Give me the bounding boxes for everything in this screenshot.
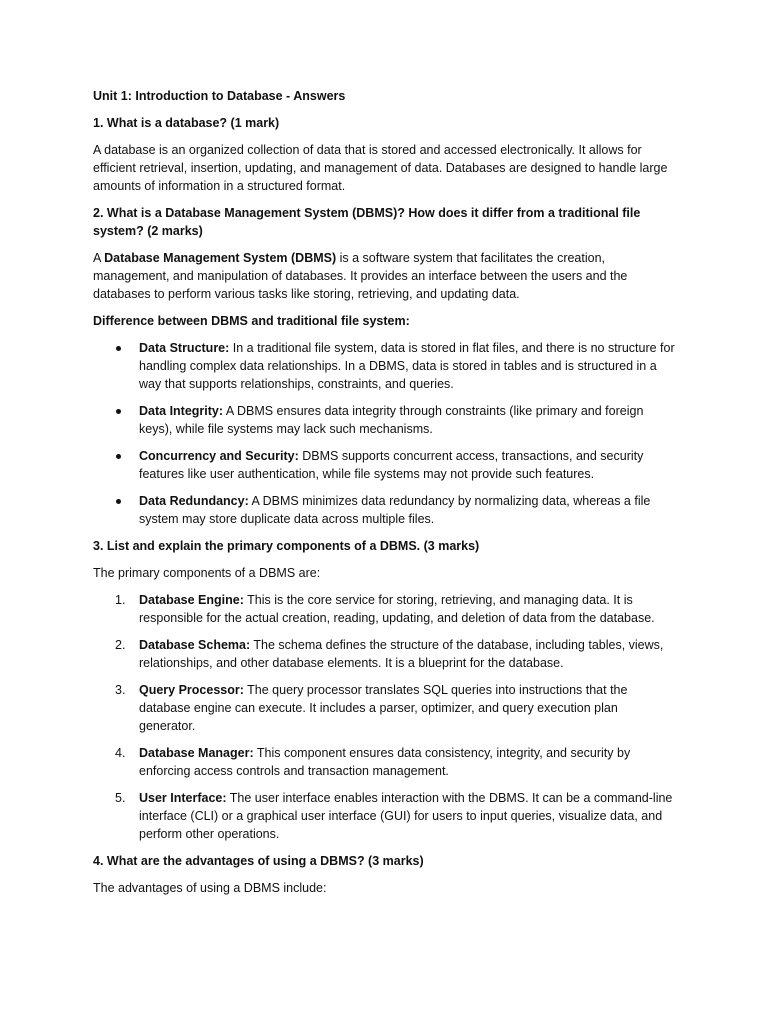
difference-item [93, 402, 675, 438]
difference-list [93, 339, 675, 528]
difference-item [93, 447, 675, 483]
difference-term: Data Integrity: [139, 404, 224, 418]
bullet-icon [116, 499, 121, 504]
component-text: This is the core service for storing, retrieving, and managing data. It is responsible for the actual creation, reading, updating, and deletion of data from the database. [139, 593, 655, 625]
component-item [93, 789, 675, 843]
component-item [93, 681, 675, 735]
question-4-intro: The advantages of using a DBMS include: [93, 881, 327, 895]
difference-item [93, 492, 675, 528]
component-term: Database Engine: [139, 593, 244, 607]
component-text: The query processor translates SQL queries into instructions that the database engine can execute. It includes a parser, optimizer, and query execution plan generator. [139, 683, 628, 733]
bullet-icon [116, 346, 121, 351]
question-1-heading: 1. What is a database? (1 mark) [93, 116, 280, 130]
item-number: 1. [115, 593, 126, 607]
question-4-heading: 4. What are the advantages of using a DBMS? (3 marks) [93, 854, 424, 868]
component-term: Database Schema: [139, 638, 251, 652]
difference-text: In a traditional file system, data is stored in flat files, and there is no structure for handling complex data relationships. In a DBMS, data is stored in tables and is structured in a way that supports relationships, constraints, and queries. [139, 341, 675, 391]
dbms-term: Database Management System (DBMS) [104, 251, 337, 265]
bullet-icon [116, 409, 121, 414]
difference-term: Concurrency and Security: [139, 449, 299, 463]
question-3-heading: 3. List and explain the primary components of a DBMS. (3 marks) [93, 539, 480, 553]
components-list [93, 591, 675, 843]
difference-text: A DBMS minimizes data redundancy by normalizing data, whereas a file system may store duplicate data across multiple files. [139, 494, 651, 526]
item-number: 4. [115, 746, 126, 760]
difference-term: Data Structure: [139, 341, 230, 355]
question-1-answer: A database is an organized collection of data that is stored and accessed electronically. It allows for efficient retrieval, insertion, updating, and management of data. Databases are designed to handle large amounts of information in a structured format. [93, 143, 668, 193]
document-title: Unit 1: Introduction to Database - Answers [93, 89, 346, 103]
difference-term: Data Redundancy: [139, 494, 249, 508]
answer-rest: is a software system that facilitates the creation, management, and manipulation of databases. It provides an interface between the users and the databases to perform various tasks like storing, retrieving, and updating data. [93, 251, 628, 301]
component-text: This component ensures data consistency, integrity, and security by enforcing access controls and transaction management. [139, 746, 631, 778]
bullet-icon [116, 454, 121, 459]
document-page [93, 87, 675, 906]
question-2-heading: 2. What is a Database Management System (DBMS)? How does it differ from a traditional file system? (2 marks) [93, 206, 641, 238]
question-3-intro: The primary components of a DBMS are: [93, 566, 321, 580]
component-item [93, 591, 675, 627]
component-term: Query Processor: [139, 683, 244, 697]
answer-prefix: A [93, 251, 105, 265]
item-number: 2. [115, 638, 126, 652]
difference-text: DBMS supports concurrent access, transactions, and security features like user authentication, while file systems may not provide such features. [139, 449, 644, 481]
component-item [93, 636, 675, 672]
item-number: 3. [115, 683, 126, 697]
component-item [93, 744, 675, 780]
difference-text: A DBMS ensures data integrity through constraints (like primary and foreign keys), while file systems may lack such mechanisms. [139, 404, 644, 436]
question-2-answer [93, 249, 675, 303]
component-text: The user interface enables interaction with the DBMS. It can be a command-line interface (CLI) or a graphical user interface (GUI) for users to input queries, visualize data, and perform other operations. [139, 791, 673, 841]
difference-heading: Difference between DBMS and traditional file system: [93, 314, 410, 328]
component-term: Database Manager: [139, 746, 254, 760]
component-term: User Interface: [139, 791, 227, 805]
difference-item [93, 339, 675, 393]
item-number: 5. [115, 791, 126, 805]
component-text: The schema defines the structure of the database, including tables, views, relationships, and other database elements. It is a blueprint for the database. [139, 638, 664, 670]
